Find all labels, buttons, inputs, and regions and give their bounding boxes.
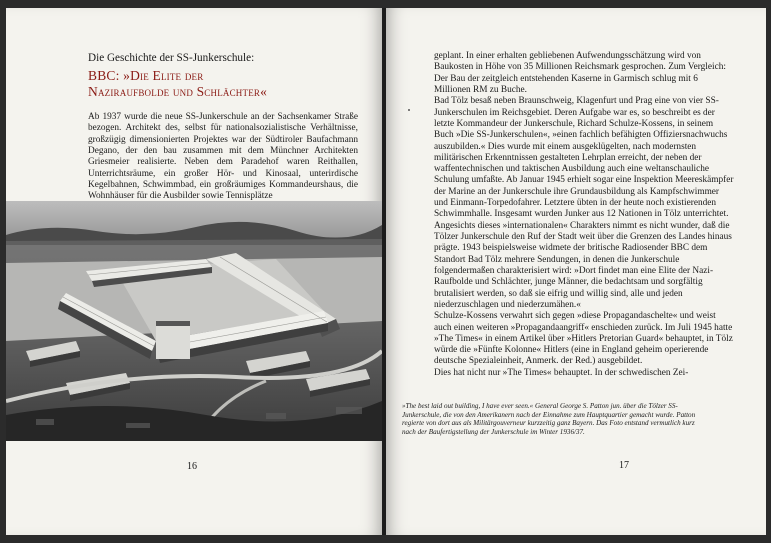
paragraph: Dies hat nicht nur »The Times« behauptet. In der schwedischen Zei- xyxy=(434,367,689,378)
paragraph: Angesichts dieses »internationalen« Charakters nimmt es nicht wunder, daß die Tölzer Junkerschule den Ruf der Stadt weit über die Grenzen des Landes hinaus prägte. 1943 beispielsweise widmete der britische Radiosender BBC dem Standort Bad Tölz mehrere Sendungen, in denen die Junkerschule folgendermaßen charakterisiert wird: »Dort findet man eine Elite der Nazi-Raufbolde und Schlächter, junge Männer, die bedachtsam und sorgfältig brutalisiert werden, so daß sie eifrig und willig sind, alle und jeden niederzuschlagen und niederzumähen.« xyxy=(434,220,732,310)
paragraph: Schulze-Kossens verwahrt sich gegen »diese Propagandaschelte« und weist auch einen weiteren »Propagandaangriff« enschieden zurück. Im Juli 1945 hatte »The Times« in einem Artikel über »Hitlers Pretorian Guard« behauptet, in Tölz würde die »Fünfte Kolonne« Hitlers (eine in England geheim operierende deutsche Spezialeinheit, Anmerk. der Red.) ausgebildet. xyxy=(434,311,733,367)
page-number: 16 xyxy=(187,461,197,472)
photo-caption: »The best laid out building, I have ever seen.« General George S. Patton jun. über die Tölzer SS-Junkerschule, die von den Amerikanern nach der Einnahme zum Hauptquartier gemacht wurde. Patton regierte von dort aus als Militärgouverneur kurzzeitig ganz Bayern. Das Foto entstand vermutlich kurz nach der Baufertigstellung der Junkerschule im Winter 1936/37. xyxy=(402,402,696,436)
right-body-text xyxy=(434,51,734,379)
paragraph: Bad Tölz besaß neben Braunschweig, Klagenfurt und Prag eine von vier SS-Junkerschulen im Reichsgebiet. Deren Aufgabe war es, so beschreibt es der letzte Kommandeur der Junkerschule, Richard Schulze-Kossens, in seinem Buch »Die SS-Junkerschulen«, »einen fachlich befähigten Offiziersnachwuchs auszubilden.« Dies wurde mit einem ausgeklügelten, nach modernsten militärischen Erkenntnissen gestalteten Lehrplan erreicht, der neben der waffentechnischen und taktischen Ausbildung auch eine weltanschauliche Schulung umfaßte. Ab Januar 1945 erhielt sogar eine Inspektion Meereskämpfer der Marine an der Junkerschule ihre Grundausbildung als Kampfschwimmer und Einmann-Torpedofahrer. Letztere übten in der heute noch existierenden Schwimmhalle. Insgesamt wurden Junker aus 12 Nationen in Tölz unterrichtet. xyxy=(434,96,734,220)
headline-line-1: BBC: »Die Elite der xyxy=(88,68,204,83)
aerial-photo-junkerschule xyxy=(6,201,382,441)
right-page xyxy=(386,8,766,535)
headline-line-2: Naziraufbolde und Schlächter« xyxy=(88,84,268,99)
page-number: 17 xyxy=(619,460,629,471)
left-page xyxy=(6,8,382,535)
chapter-kicker: Die Geschichte der SS-Junkerschule: xyxy=(88,52,255,64)
margin-mark xyxy=(408,109,410,111)
left-body-text: Ab 1937 wurde die neue SS-Junkerschule an der Sachsenkamer Straße bezogen. Architekt des, selbst für nationalsozialistische Verhältnisse, großzügig dimensionierten Projektes war der Südtiroler Baufachmann Degano, der den bau zusammen mit dem Münchner Architekten Griesmeier realisierte. Neben dem Paradehof waren Reithallen, Unterrichtsräume, ein großer Hör- und Kinosaal, unterirdische Kegelbahnen, Schwimmbad, ein großräumiges Kommandeurshaus, die Wohnhäuser für die Ausbilder sowie Tennisplätze xyxy=(88,112,358,202)
chapter-headline xyxy=(88,68,368,100)
paragraph: geplant. In einer erhalten gebliebenen Aufwendungsschätzung wird von Baukosten in Höhe von 35 Millionen Reichsmark gesprochen. Zum Vergleich: Der Bau der zeitgleich entstehenden Kaserne in Garmisch schlug mit 6 Millionen RM zu Buche. xyxy=(434,51,726,95)
